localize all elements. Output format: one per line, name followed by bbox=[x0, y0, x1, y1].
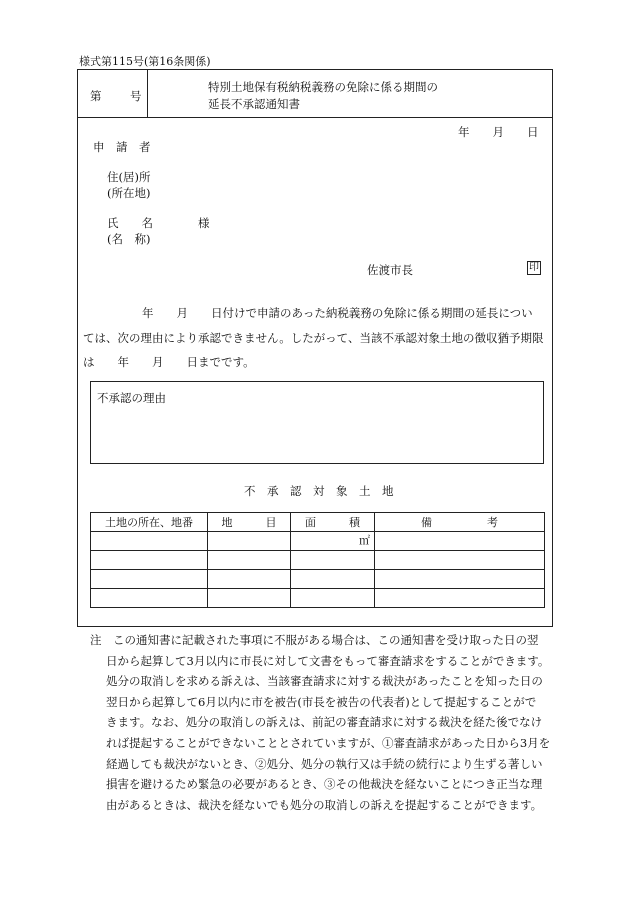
document-title-line1: 特別土地保有税納税義務の免除に係る期間の bbox=[208, 80, 438, 94]
address-sub-label: (所在地) bbox=[107, 186, 151, 200]
table-cell bbox=[91, 532, 208, 551]
table-cell bbox=[91, 589, 208, 608]
table-cell bbox=[208, 570, 291, 589]
name-label: 氏 名 bbox=[107, 216, 153, 230]
land-table bbox=[90, 512, 545, 608]
issuer-name: 佐渡市長 bbox=[367, 263, 413, 277]
table-cell bbox=[91, 570, 208, 589]
land-section-title: 不 承 認 対 象 土 地 bbox=[244, 484, 394, 498]
table-cell bbox=[375, 570, 545, 589]
name-sub-label: (名 称) bbox=[107, 232, 151, 246]
table-cell bbox=[91, 551, 208, 570]
note-line-9: 由があるときは、裁決を経ないでも処分の取消しの訴えを提起することができます。 bbox=[106, 797, 543, 812]
note-line-2: 日から起算して3月以内に市長に対して文書をもって審査請求をすることができます。 bbox=[106, 653, 550, 668]
body-line-1: 年 月 日付けで申請のあった納税義務の免除に係る期間の延長につい bbox=[142, 306, 533, 320]
table-cell bbox=[375, 532, 545, 551]
note-line-8: 損害を避けるため緊急の必要があるとき、③その他裁決を経ないことにつき正当な理 bbox=[106, 777, 543, 792]
table-cell bbox=[375, 589, 545, 608]
table-cell bbox=[208, 551, 291, 570]
body-line-2: ては、次の理由により承認できません。したがって、当該不承認対象土地の徴収猶予期限 bbox=[83, 331, 544, 345]
number-suffix: 号 bbox=[130, 89, 142, 103]
address-label: 住(居)所 bbox=[107, 170, 151, 184]
table-cell bbox=[291, 551, 375, 570]
note-line-5: きます。なお、処分の取消しの訴えは、前記の審査請求に対する裁決を経た後でなけ bbox=[106, 715, 543, 730]
header-location: 土地の所在、地番 bbox=[91, 513, 208, 532]
issue-date: 年 月 日 bbox=[458, 125, 539, 139]
note-line-3: 処分の取消しを求める訴えは、当該審査請求に対する裁決があったことを知った日の bbox=[106, 674, 543, 689]
table-cell bbox=[208, 589, 291, 608]
document-title-line2: 延長不承認通知書 bbox=[208, 97, 300, 111]
table-row bbox=[91, 551, 545, 570]
reason-label: 不承認の理由 bbox=[97, 391, 166, 405]
header-row bbox=[78, 70, 552, 118]
name-honorific: 様 bbox=[198, 216, 210, 230]
area-unit: ㎡ bbox=[291, 532, 375, 551]
land-table-header bbox=[91, 513, 545, 532]
notice-note bbox=[90, 630, 550, 815]
table-cell bbox=[291, 570, 375, 589]
seal-mark: 印 bbox=[529, 262, 539, 273]
table-cell bbox=[208, 532, 291, 551]
note-line-1: 注 この通知書に記載された事項に不服がある場合は、この通知書を受け取った日の翌 bbox=[90, 633, 539, 647]
form-number: 様式第115号(第16条関係) bbox=[79, 55, 211, 68]
table-row bbox=[91, 570, 545, 589]
note-line-6: れば提起することができないこととされていますが、①審査請求があった日から3月を bbox=[106, 735, 551, 750]
table-cell bbox=[291, 589, 375, 608]
table-row bbox=[91, 589, 545, 608]
number-prefix: 第 bbox=[90, 89, 102, 103]
document-number-cell bbox=[78, 70, 148, 117]
header-area: 面 積 bbox=[291, 513, 375, 532]
table-cell bbox=[375, 551, 545, 570]
header-remarks: 備 考 bbox=[375, 513, 545, 532]
note-line-4: 翌日から起算して6月以内に市を被告(市長を被告の代表者)として提起することがで bbox=[106, 694, 537, 709]
notice-frame bbox=[77, 69, 553, 627]
reason-box bbox=[90, 381, 544, 464]
applicant-label: 申 請 者 bbox=[93, 140, 151, 154]
body-line-3: は 年 月 日までです。 bbox=[83, 355, 255, 369]
table-row bbox=[91, 532, 545, 551]
header-land-category: 地 目 bbox=[208, 513, 291, 532]
note-line-7: 経過しても裁決がないとき、②処分、処分の執行又は手続の続行により生ずる著しい bbox=[106, 756, 543, 771]
